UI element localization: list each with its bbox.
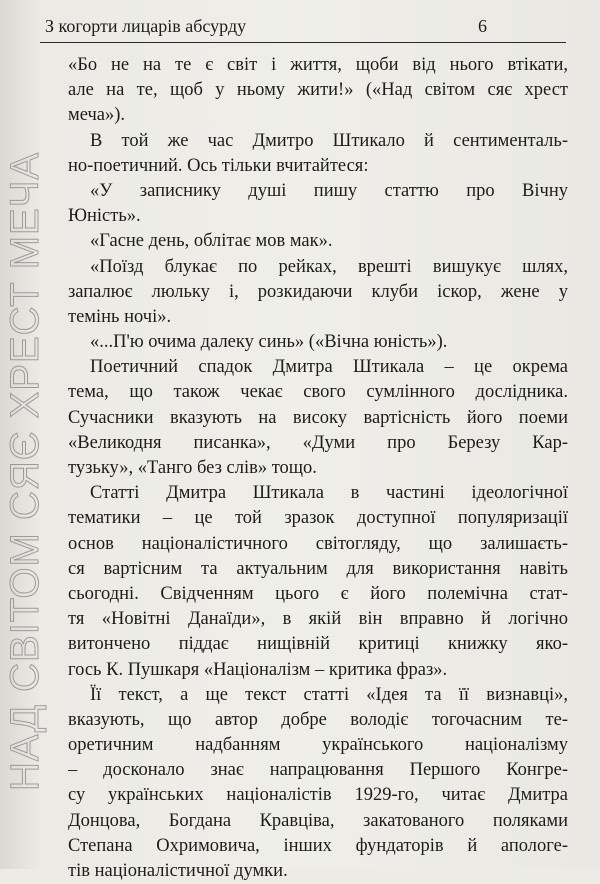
text-line: тузьку», «Танго без слів» тощо. [68, 458, 317, 478]
text-line: «Поїзд блукає по рейках, врешті вишукує шлях, [90, 256, 568, 277]
side-title-vertical: НАД СВІТОМ СЯЄ ХРЕСТ МЕЧА [3, 151, 47, 791]
text-line: «Бо не на те є світ і життя, щоби від нього втікати, [68, 55, 568, 75]
running-head-title: З когорти лицарів абсурду [45, 16, 247, 36]
text-line: ся вартісним та актуальним для використання навіть [68, 558, 568, 579]
text-line: основ націоналістичного світогляду, що залишаєть- [68, 533, 568, 554]
text-line: вказують, що автор добре володіє тогочасним те- [68, 709, 568, 730]
text-line: витончено піддає нищівній критиці книжку яко- [68, 634, 568, 655]
text-line: «У записнику душі пишу статтю про Вічну [90, 180, 568, 201]
text-line: але на те, щоб у ньому жити!» («Над світом сяє хрест [68, 80, 568, 101]
text-line: тематики – це той зразок доступної популяризації [68, 508, 568, 529]
text-line: Поетичний спадок Дмитра Штикала – це окрема [90, 357, 568, 378]
text-line: Її текст, а ще текст статті «Ідея та її визнавці», [90, 684, 568, 705]
text-line: тема, що також чекає свого сумлінного дослідника. [68, 382, 568, 403]
text-line: «Гасне день, облітає мов мак». [90, 231, 333, 252]
text-line: Юність». [68, 206, 141, 227]
text-line: оретичним надбанням українського націоналізму [68, 735, 568, 756]
body-text [68, 53, 568, 884]
text-line: запалює люльку і, розкидаючи клуби іскор, жене у [68, 281, 568, 302]
text-line: но-поетичний. Ось тільки вчитайтеся: [68, 155, 369, 176]
text-line: Статті Дмитра Штикала в частині ідеологічної [90, 483, 568, 504]
text-line: «Великодня писанка», «Думи про Березу Кар- [68, 432, 568, 453]
text-line: меча»). [68, 105, 126, 126]
text-line: су українських націоналістів 1929-го, читає Дмитра [68, 785, 568, 806]
text-line: сьогодні. Свідченням цього є його полемічна стат- [68, 583, 568, 604]
text-line: гось К. Пушкаря «Націоналізм – критика фраз». [68, 659, 448, 680]
text-line: Сучасники вказують на високу вартісність його поеми [68, 407, 568, 428]
header-rule [40, 42, 566, 43]
text-line: тів націоналістичної думки. [68, 861, 288, 881]
text-line: Степана Охримовича, інших фундаторів й апологе- [68, 835, 568, 856]
text-line: – досконало знає напрацювання Першого Конгре- [68, 760, 568, 781]
text-line: темінь ночі». [68, 306, 172, 327]
text-line: В той же час Дмитро Штикало й сентименталь- [90, 130, 568, 151]
text-line: «...П'ю очима далеку синь» («Вічна юність»). [90, 332, 448, 353]
text-line: тя «Новітні Данаїди», в якій він вправно й логічно [68, 609, 568, 630]
page-number: 6 [478, 16, 487, 36]
text-line: Донцова, Богдана Кравціва, закатованого поляками [68, 810, 568, 831]
running-head [45, 12, 565, 42]
